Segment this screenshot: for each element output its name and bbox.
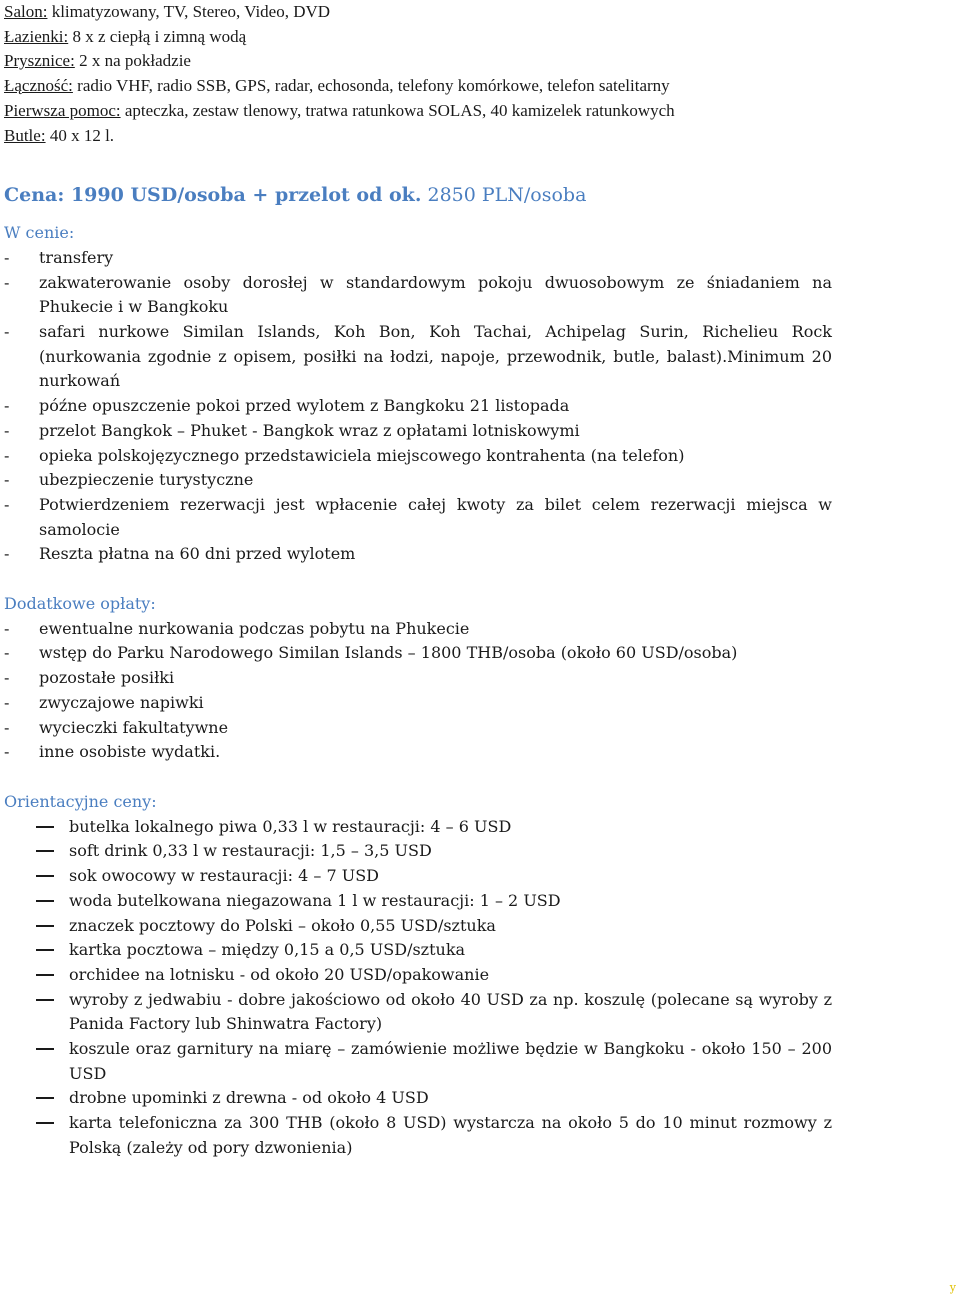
spec-label: Łączność: [4, 76, 73, 96]
dash-marker: - [4, 420, 10, 440]
spec-salon [4, 0, 832, 25]
extra-costs-heading: Dodatkowe opłaty: [4, 594, 156, 614]
spec-label: Łazienki: [4, 26, 69, 46]
list-item: - zakwaterowanie osoby dorosłej w standardowym pokoju dwuosobowym ze śniadaniem na Phukecie i w Bangkoku [4, 272, 832, 317]
dash-marker: - [4, 668, 10, 688]
list-item: wyroby z jedwabiu - dobre jakościowo od około 40 USD za np. koszulę (polecane są wyroby z Panida Factory lub Shinwatra Factory) [4, 988, 832, 1037]
list-item: znaczek pocztowy do Polski – około 0,55 USD/sztuka [4, 914, 832, 939]
list-item: - wstęp do Parku Narodowego Similan Islands – 1800 THB/osoba (około 60 USD/osoba) [4, 641, 832, 666]
list-item: - późne opuszczenie pokoi przed wylotem z Bangkoku 21 listopada [4, 394, 832, 419]
price-guide-list [4, 815, 832, 1161]
dash-marker: - [4, 643, 10, 663]
spec-communication [4, 74, 832, 99]
list-item: koszule oraz garnitury na miarę – zamówienie możliwe będzie w Bangkoku - około 150 – 200 USD [4, 1037, 832, 1086]
long-dash-marker [36, 1048, 54, 1050]
spec-showers [4, 49, 832, 74]
dash-marker: - [4, 322, 10, 342]
price-guide-heading: Orientacyjne ceny: [4, 791, 157, 811]
list-item: - Potwierdzeniem rezerwacji jest wpłacenie całej kwoty za bilet celem rezerwacji miejsca w samolocie [4, 494, 832, 539]
dash-marker: - [4, 544, 10, 564]
list-item: - pozostałe posiłki [4, 666, 832, 691]
long-dash-marker [36, 925, 54, 927]
included-list [4, 246, 832, 567]
list-item: - transfery [4, 246, 832, 271]
list-item: - inne osobiste wydatki. [4, 740, 832, 765]
price-line [4, 183, 832, 207]
spec-label: Salon: [4, 2, 48, 21]
dash-marker: - [4, 717, 10, 737]
list-item: karta telefoniczna za 300 THB (około 8 USD) wystarcza na około 5 do 10 minut rozmowy z Polską (zależy od pory dzwonienia) [4, 1111, 832, 1160]
list-item: - zwyczajowe napiwki [4, 691, 832, 716]
list-item: butelka lokalnego piwa 0,33 l w restauracji: 4 – 6 USD [4, 815, 832, 840]
long-dash-marker [36, 1122, 54, 1124]
list-item: sok owocowy w restauracji: 4 – 7 USD [4, 864, 832, 889]
long-dash-marker [36, 1097, 54, 1099]
list-item: woda butelkowana niegazowana 1 l w restauracji: 1 – 2 USD [4, 889, 832, 914]
spec-value: 2 x na pokładzie [74, 51, 191, 71]
list-item: - wycieczki fakultatywne [4, 716, 832, 741]
dash-marker: - [4, 618, 10, 638]
long-dash-marker [36, 974, 54, 976]
list-item: - ubezpieczenie turystyczne [4, 468, 832, 493]
list-item: - ewentualne nurkowania podczas pobytu na Phukecie [4, 617, 832, 642]
spec-label: Pierwsza pomoc: [4, 100, 121, 120]
list-item: - opieka polskojęzycznego przedstawiciela miejscowego kontrahenta (na telefon) [4, 444, 832, 469]
dash-marker: - [4, 247, 10, 267]
spec-value: 40 x 12 l. [45, 125, 115, 145]
list-item: - safari nurkowe Similan Islands, Koh Bon, Koh Tachai, Achipelag Surin, Richelieu Rock (nurkowania zgodnie z opisem, posiłki na łodzi, napoje, przewodnik, butle, balast).Minimum 20 nurkowań [4, 322, 832, 391]
dash-marker: - [4, 445, 10, 465]
spec-value: klimatyzowany, TV, Stereo, Video, DVD [47, 2, 331, 21]
spec-label: Prysznice: [4, 51, 75, 71]
long-dash-marker [36, 949, 54, 951]
long-dash-marker [36, 826, 54, 828]
spec-label: Butle: [4, 125, 46, 145]
dash-marker: - [4, 470, 10, 490]
spec-bathrooms [4, 25, 832, 50]
price-local: 2850 PLN/osoba [421, 184, 587, 207]
dash-marker: - [4, 692, 10, 712]
long-dash-marker [36, 850, 54, 852]
list-item: - Reszta płatna na 60 dni przed wylotem [4, 542, 832, 567]
list-item: - przelot Bangkok – Phuket - Bangkok wraz z opłatami lotniskowymi [4, 419, 832, 444]
long-dash-marker [36, 900, 54, 902]
dash-marker: - [4, 742, 10, 762]
dash-marker: - [4, 396, 10, 416]
list-item: orchidee na lotnisku - od około 20 USD/opakowanie [4, 963, 832, 988]
spec-value: radio VHF, radio SSB, GPS, radar, echosonda, telefony komórkowe, telefon satelitarny [72, 76, 670, 96]
included-heading: W cenie: [4, 223, 75, 243]
yacht-specs [4, 0, 832, 148]
spec-value: apteczka, zestaw tlenowy, tratwa ratunkowa SOLAS, 40 kamizelek ratunkowych [120, 100, 675, 120]
list-item: kartka pocztowa – między 0,15 a 0,5 USD/sztuka [4, 938, 832, 963]
extra-costs-list [4, 617, 832, 765]
list-item: drobne upominki z drewna - od około 4 USD [4, 1086, 832, 1111]
spec-tanks [4, 124, 832, 149]
dash-marker: - [4, 494, 10, 514]
long-dash-marker [36, 999, 54, 1001]
list-item: soft drink 0,33 l w restauracji: 1,5 – 3,5 USD [4, 839, 832, 864]
spec-value: 8 x z ciepłą i zimną wodą [68, 26, 247, 46]
price-main: Cena: 1990 USD/osoba + przelot od ok. [4, 184, 422, 207]
dash-marker: - [4, 272, 10, 292]
long-dash-marker [36, 875, 54, 877]
corner-mark: y [949, 1281, 956, 1294]
spec-first-aid [4, 99, 832, 124]
